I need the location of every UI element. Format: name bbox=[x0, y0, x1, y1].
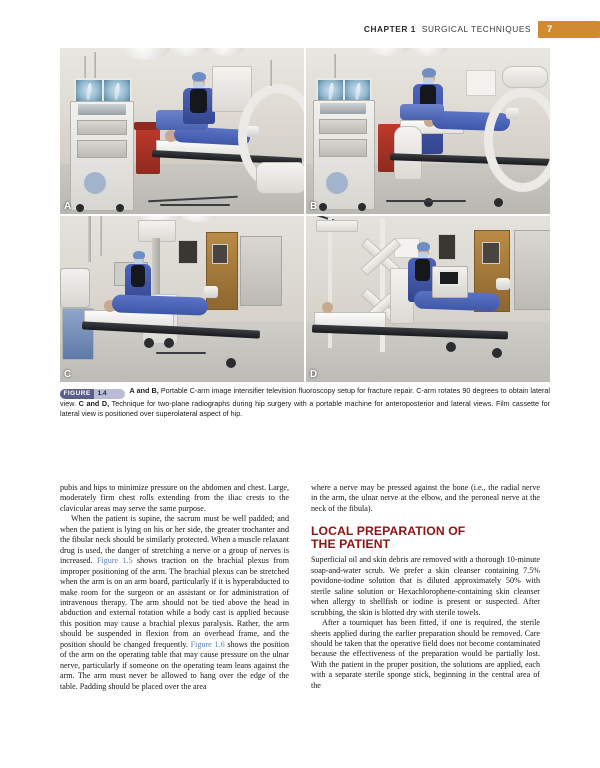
page-number-badge: 7 bbox=[538, 21, 600, 38]
figure-badge-number: 1.4 bbox=[94, 389, 110, 399]
figure-photo-grid bbox=[60, 48, 550, 382]
operating-room-scene-a bbox=[60, 48, 304, 214]
left-paragraph-2 bbox=[60, 514, 289, 692]
caption-text-2: Technique for two-plane radiographs during hip surgery with a portable machine for anteroposterior and lateral views. Film cassette for lateral view is positioned over superolateral aspect of hip. bbox=[60, 398, 550, 418]
panel-label-a: A bbox=[64, 201, 72, 212]
caption-text-1: Portable C-arm image intensifier television fluoroscopy setup for fracture repair. C-arm rotates 90 degrees to obtain lateral view. bbox=[60, 386, 551, 408]
running-head-chapter: CHAPTER 1 bbox=[363, 23, 416, 34]
figure-panel-b bbox=[306, 48, 550, 214]
figure-caption bbox=[60, 386, 550, 419]
panel-label-b: B bbox=[310, 201, 318, 212]
operating-room-scene-d bbox=[306, 216, 550, 382]
left-para2-text-b: shows traction on the brachial plexus from improper positioning of the arm. The brachial plexus can be stretched when the arm is on an arm board, particularly if it is hyperabducted to make room for the surgeon or an assistant or for administration of intravenous therapy. The arm should not be tied above the head in abduction and external rotation while a body cast is applied because this position may cause a brachial plexus paralysis. Rather, the arm should be suspended in flexion from an overhead frame, and the position should be changed frequently. bbox=[60, 556, 289, 649]
cross-reference-figure-1-5[interactable]: Figure 1.5 bbox=[96, 556, 133, 566]
section-heading-line-1: LOCAL PREPARATION OF bbox=[311, 524, 466, 539]
figure-panel-a bbox=[60, 48, 304, 214]
panel-label-d: D bbox=[310, 369, 318, 380]
caption-lead-cd: C and D, bbox=[78, 398, 110, 408]
running-head-text bbox=[364, 24, 531, 35]
section-heading-line-2: THE PATIENT bbox=[311, 537, 391, 552]
figure-1-4 bbox=[60, 48, 550, 419]
body-columns bbox=[60, 483, 540, 692]
left-para2-text-a: When the patient is supine, the sacrum must be well padded; and when the patient is lying on his or her side, the greater trochanter and the fibular neck should be similarly protected. When a muscle relaxant drug is used, the danger of stretching a nerve or a group of nerves is increased. bbox=[60, 514, 289, 566]
section-heading bbox=[311, 525, 540, 551]
running-head bbox=[0, 20, 600, 38]
running-head-title: SURGICAL TECHNIQUES bbox=[421, 23, 531, 34]
cross-reference-figure-1-6[interactable]: Figure 1.6 bbox=[190, 639, 225, 649]
left-para2-text-c: shows the position of the arm on the operating table that may cause pressure on the ulnar nerve, particularly if someone on the operating team leans against the arm. The arm must never be allowed to hang over the edge of the table. Padding should be placed over the area bbox=[60, 639, 289, 691]
right-paragraph-1: where a nerve may be pressed against the bone (i.e., the radial nerve in the arm, the ulnar nerve at the elbow, and the peroneal nerve at the neck of the fibula). bbox=[311, 483, 540, 513]
left-paragraph-1: pubis and hips to minimize pressure on the abdomen and chest. Large, moderately firm chest rolls extending from the iliac crests to the clavicular areas may serve the same purpose. bbox=[60, 483, 289, 513]
right-column bbox=[311, 483, 540, 692]
figure-panel-c bbox=[60, 216, 304, 382]
figure-panel-d bbox=[306, 216, 550, 382]
operating-room-scene-c bbox=[60, 216, 304, 382]
right-paragraph-2: Superficial oil and skin debris are removed with a thorough 10-minute soap-and-water scrub. We prefer a skin cleanser containing 7.5% povidone-iodine solution that is diluted approximately 50% with sterile saline solution or Hexachlorophene-containing skin cleanser when allergy to shellfish or iodine is present or suspected. After scrubbing, the skin is blotted dry with sterile towels. bbox=[311, 555, 540, 617]
panel-label-c: C bbox=[64, 369, 72, 380]
caption-lead-ab: A and B, bbox=[129, 386, 159, 395]
figure-number-badge bbox=[60, 389, 125, 399]
figure-badge-word: FIGURE bbox=[60, 389, 94, 399]
right-paragraph-3: After a tourniquet has been fitted, if one is required, the sterile sheets applied during the earlier preparation should be removed. Care should be taken that the operative field does not become contaminated because the effectiveness of the preparation would be partially lost. With the patient in the proper position, the solutions are applied, each with a separate sterile sponge stick, beginning in the central area of the bbox=[311, 618, 540, 690]
operating-room-scene-b bbox=[306, 48, 550, 214]
left-column bbox=[60, 483, 289, 692]
